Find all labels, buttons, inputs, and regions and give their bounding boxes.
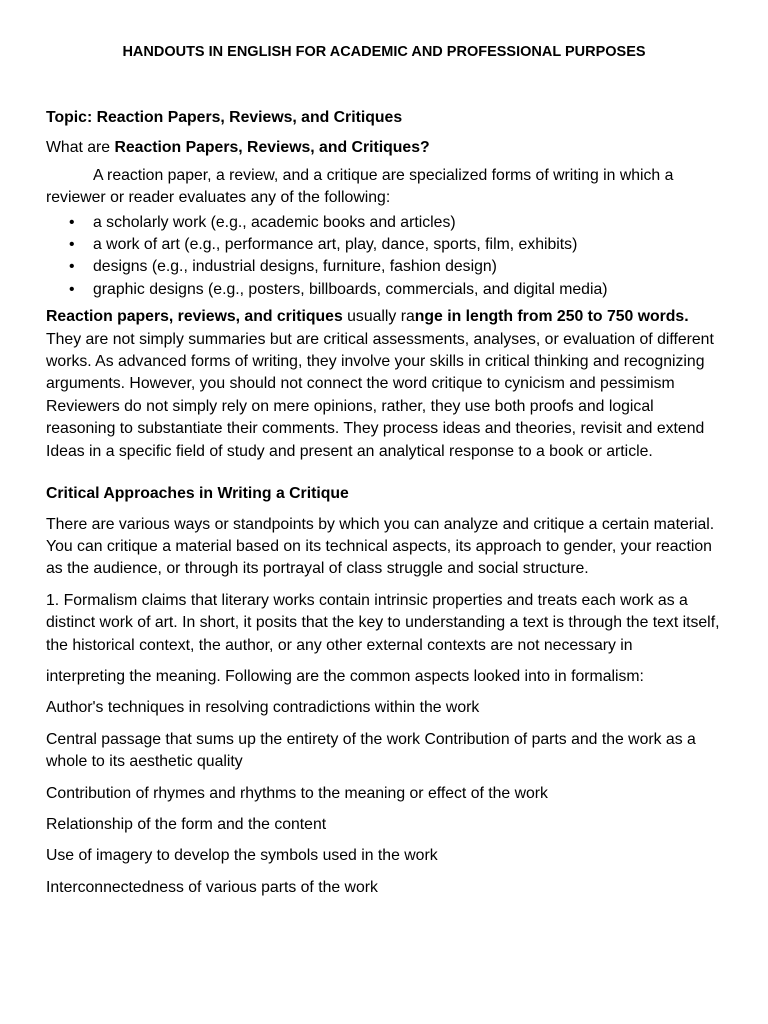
length-paragraph [46,306,726,463]
section-heading: Critical Approaches in Writing a Critique [46,485,349,503]
intro-paragraph: A reaction paper, a review, and a critique are specialized forms of writing in which a reviewer or reader evaluates any of the following: [46,166,674,207]
bullet-text: a work of art (e.g., performance art, play, dance, sports, film, exhibits) [93,236,578,254]
bullet-glyph: • [69,280,75,298]
length-mid: usually ra [342,308,415,326]
what-are-bold: Reaction Papers, Reviews, and Critiques? [114,139,430,157]
aspect-item: Contribution of rhymes and rhythms to the meaning or effect of the work [46,784,548,802]
approaches-paragraph: There are various ways or standpoints by which you can analyze and critique a certain material. You can critique a material based on its technical aspects, its approach to gender, your reaction as the audience, or through its portrayal of class struggle and social structure. [46,515,715,578]
aspect-item: Central passage that sums up the entirety of the work Contribution of parts and the work as a whole to its aesthetic quality [46,730,696,771]
document-body [46,107,726,908]
aspect-item: Use of imagery to develop the symbols used in the work [46,847,438,865]
bullet-item [69,256,726,278]
aspect-item: Author's techniques in resolving contradictions within the work [46,699,480,717]
document-title: HANDOUTS IN ENGLISH FOR ACADEMIC AND PROFESSIONAL PURPOSES [122,44,646,60]
bullet-text: a scholarly work (e.g., academic books and articles) [93,213,456,231]
bullet-glyph: • [69,213,75,231]
length-rest: They are not simply summaries but are critical assessments, analyses, or evaluation of different works. As advanced forms of writing, they involve your skills in critical thinking and recognizing arguments. However, you should not connect the word critique to cynicism and pessimism Reviewers do not simply rely on mere opinions, rather, they use both proofs and logical reasoning to substantiate their comments. They process ideas and theories, revisit and extend Ideas in a specific field of study and present an analytical response to a book or article. [46,330,714,460]
interpreting-paragraph: interpreting the meaning. Following are the common aspects looked into in formalism: [46,667,644,685]
bullet-glyph: • [69,236,75,254]
aspect-item: Relationship of the form and the content [46,815,327,833]
length-bold-1: Reaction papers, reviews, and critiques [46,308,343,326]
what-are-question [46,137,726,159]
bullet-text: graphic designs (e.g., posters, billboards, commercials, and digital media) [93,280,608,298]
topic-heading: Topic: Reaction Papers, Reviews, and Critiques [46,109,403,126]
bullet-item [69,279,726,301]
bullet-item [69,234,726,256]
what-are-prefix: What are [46,139,115,157]
bullet-item [69,212,726,234]
bullet-text: designs (e.g., industrial designs, furniture, fashion design) [93,258,497,276]
length-bold-2: nge in length from 250 to 750 words. [414,308,689,326]
formalism-paragraph: 1. Formalism claims that literary works contain intrinsic properties and treats each work as a distinct work of art. In short, it posits that the key to understanding a text is through the text itself, the historical context, the author, or any other external contexts are not necessary in [46,591,720,654]
evaluation-bullet-list [46,212,726,302]
aspect-item: Interconnectedness of various parts of the work [46,878,378,896]
bullet-glyph: • [69,258,75,276]
